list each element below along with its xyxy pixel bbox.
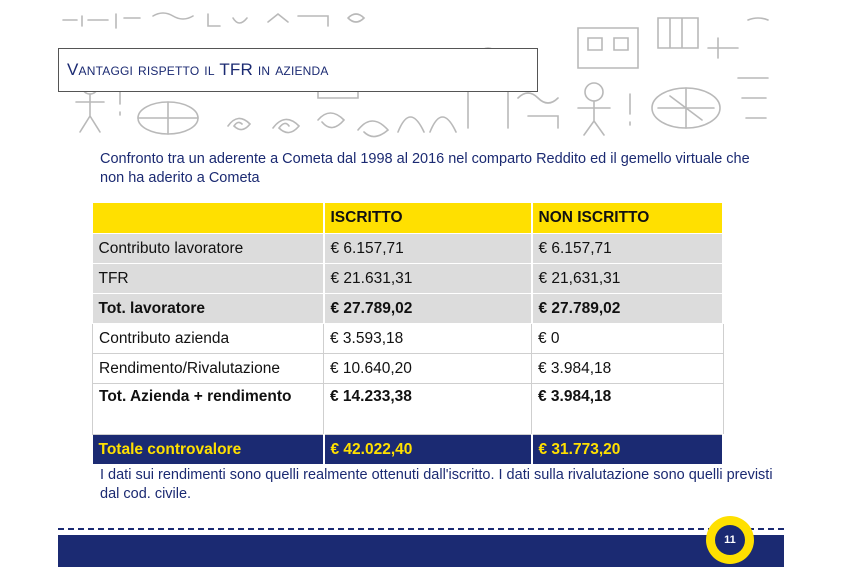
table-row	[93, 324, 724, 354]
cell-non-iscritto: € 21,631,31	[532, 264, 724, 294]
table-header-row	[93, 203, 724, 234]
row-label: Tot. Azienda + rendimento	[93, 384, 324, 435]
row-label: Contributo lavoratore	[93, 234, 324, 264]
intro-text: Confronto tra un aderente a Cometa dal 1998 al 2016 nel comparto Reddito ed il gemello virtuale che non ha aderito a Cometa	[100, 151, 750, 186]
cell-non-iscritto: € 31.773,20	[532, 435, 724, 465]
cell-non-iscritto: € 27.789,02	[532, 294, 724, 324]
cell-iscritto: € 21.631,31	[324, 264, 532, 294]
row-label: TFR	[93, 264, 324, 294]
cell-non-iscritto: € 3.984,18	[532, 354, 724, 384]
dashed-divider	[58, 528, 784, 530]
slide-title: Vantaggi rispetto il TFR in azienda	[67, 60, 329, 79]
table-row	[93, 264, 724, 294]
table-row	[93, 294, 724, 324]
cell-iscritto: € 6.157,71	[324, 234, 532, 264]
cell-iscritto: € 14.233,38	[324, 384, 532, 435]
slide-title-box	[58, 48, 538, 92]
footer-bar	[58, 535, 784, 567]
cell-non-iscritto: € 6.157,71	[532, 234, 724, 264]
page-number-badge	[706, 516, 754, 564]
header-non-iscritto: NON ISCRITTO	[532, 203, 724, 234]
footnote-text: I dati sui rendimenti sono quelli realmente ottenuti dall'iscritto. I dati sulla rivalutazione sono quelli previsti dal cod. civile.	[100, 467, 773, 502]
comparison-table	[92, 203, 724, 465]
cell-non-iscritto: € 0	[532, 324, 724, 354]
row-label: Totale controvalore	[93, 435, 324, 465]
table-row	[93, 354, 724, 384]
row-label: Rendimento/Rivalutazione	[93, 354, 324, 384]
header-empty	[93, 203, 324, 234]
page-number: 11	[715, 525, 745, 555]
cell-iscritto: € 42.022,40	[324, 435, 532, 465]
row-label: Tot. lavoratore	[93, 294, 324, 324]
cell-non-iscritto: € 3.984,18	[532, 384, 724, 435]
table-row	[93, 384, 724, 435]
table-row	[93, 234, 724, 264]
row-label: Contributo azienda	[93, 324, 324, 354]
cell-iscritto: € 10.640,20	[324, 354, 532, 384]
cell-iscritto: € 3.593,18	[324, 324, 532, 354]
table-total-row	[93, 435, 724, 465]
header-iscritto: ISCRITTO	[324, 203, 532, 234]
cell-iscritto: € 27.789,02	[324, 294, 532, 324]
